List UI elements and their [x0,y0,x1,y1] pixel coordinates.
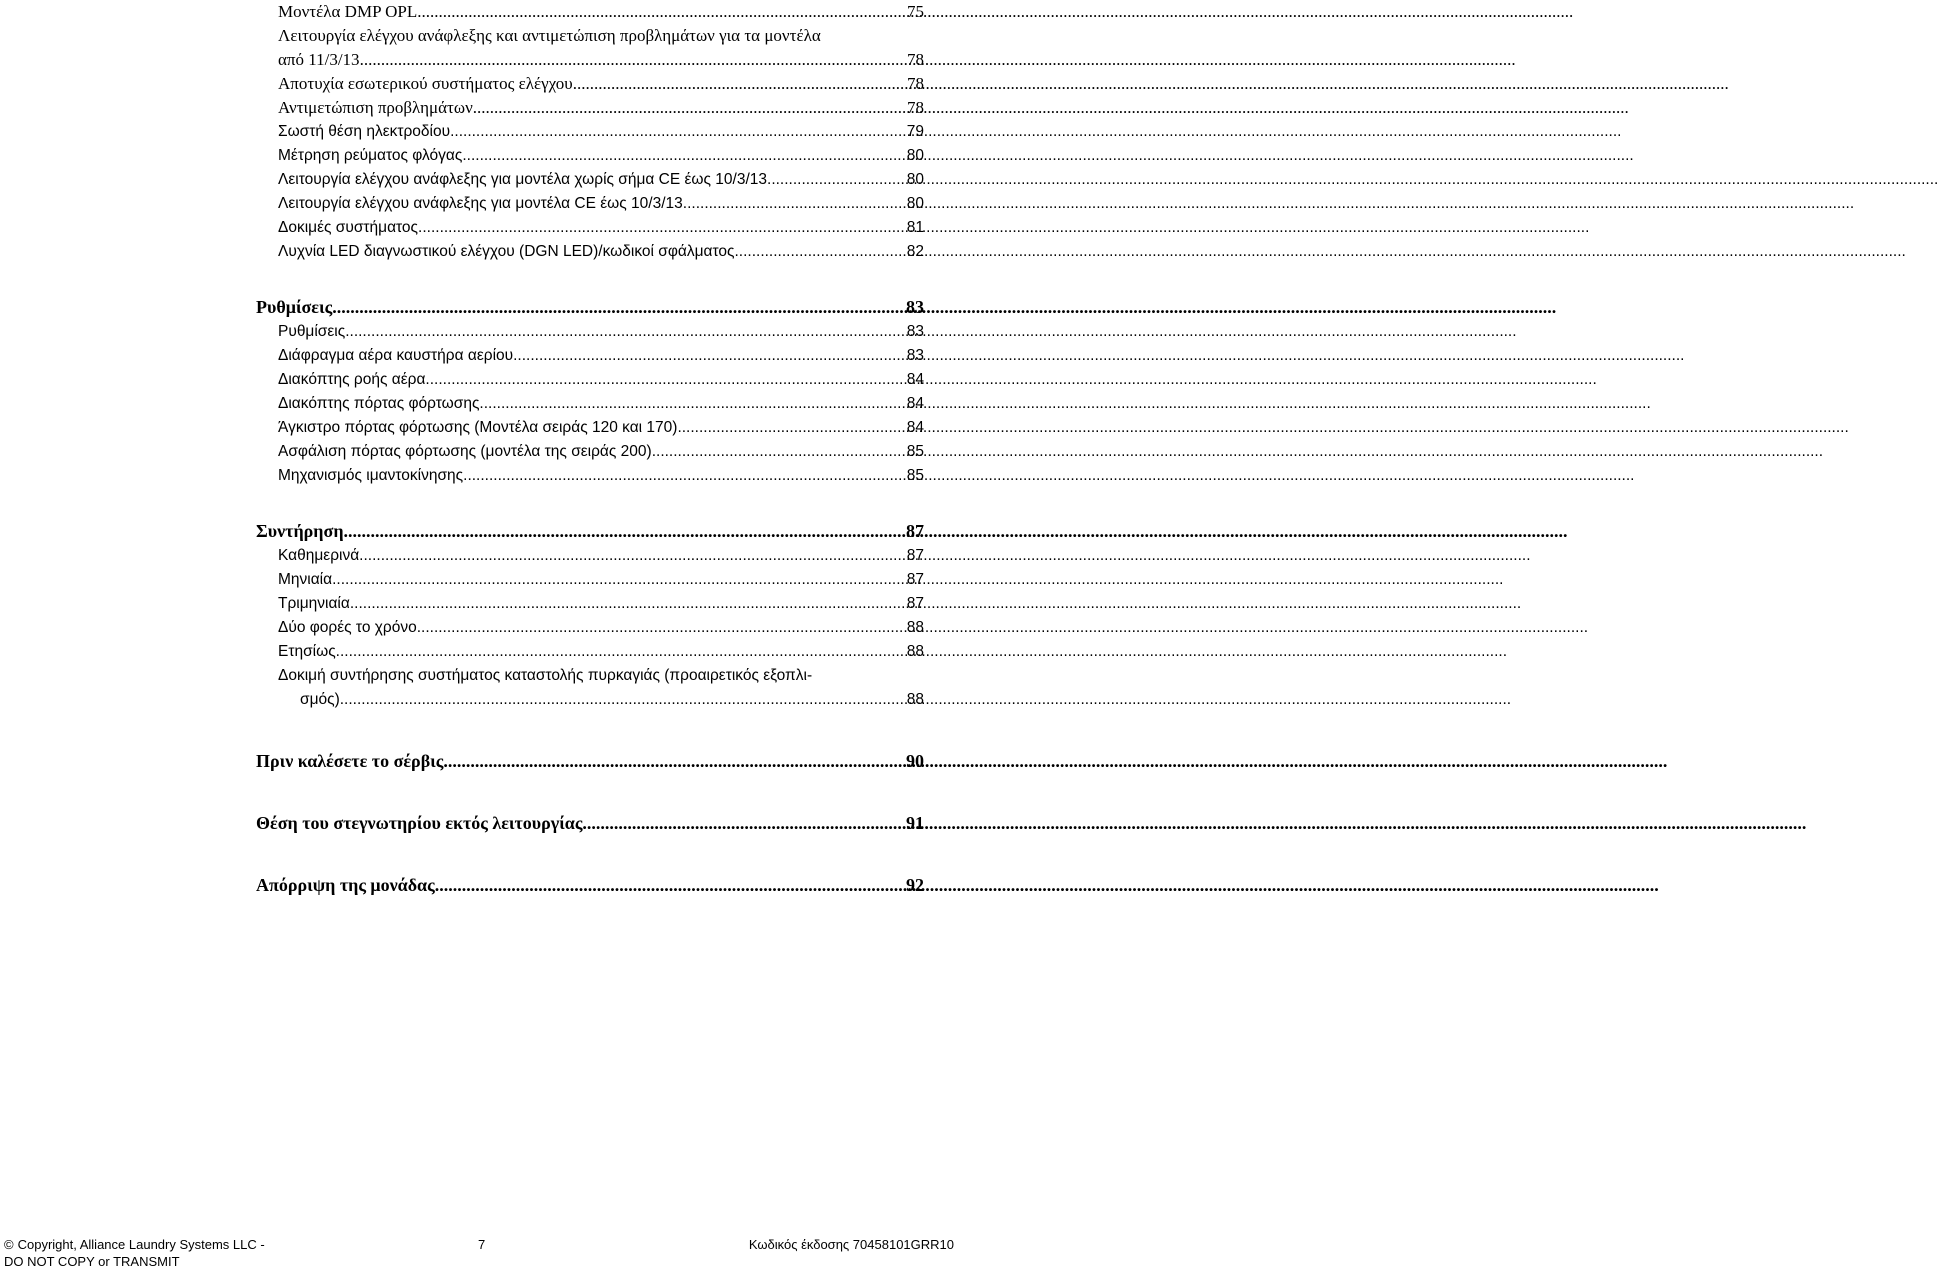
toc-entry[interactable] [256,216,924,240]
toc-entry-title: Δύο φορές το χρόνο [278,619,417,636]
toc-entry-page: 78 [907,50,924,69]
toc-top-block [256,0,924,264]
toc-entry-page: 78 [907,98,924,117]
toc-entry-title: Καθημερινά [278,547,360,564]
toc-entry-page: 87 [906,547,924,564]
toc-entry[interactable] [256,544,924,568]
toc-section-title: Ρυθμίσεις [256,297,333,317]
leader-dots [652,440,907,464]
leader-dots [425,368,906,392]
toc-entry[interactable] [256,120,924,144]
leader-dots [573,72,907,96]
toc-entry[interactable] [256,568,924,592]
toc-section-maintenance [256,518,924,712]
toc-entry-page: 80 [906,195,924,212]
toc-chapter-page: 90 [906,751,924,771]
leader-dots [340,688,907,712]
toc-entry-title: Τριμηνιαία [278,595,350,612]
toc-entry-title: Λειτουργία ελέγχου ανάφλεξης για μοντέλα CE έως 10/3/13 [278,195,683,212]
leader-dots [417,616,907,640]
toc-entry-title: Ασφάλιση πόρτας φόρτωσης (μοντέλα της σειράς 200) [278,443,652,460]
toc-section-heading[interactable] [256,294,924,320]
toc-entry-line2 [278,48,924,72]
toc-entry-page: 83 [906,323,924,340]
toc-entry-page: 84 [906,371,924,388]
toc-entry-title-line2: από 11/3/13 [278,50,360,69]
toc-entry-page: 78 [907,74,924,93]
table-of-contents [256,0,924,898]
toc-entry-page: 79 [906,123,924,140]
toc-chapter[interactable] [256,748,924,774]
toc-entry[interactable] [256,664,924,712]
toc-entry-title: Διακόπτης πόρτας φόρτωσης [278,395,480,412]
toc-entry[interactable] [256,72,924,96]
leader-dots [418,216,907,240]
leader-dots [677,416,906,440]
leader-dots [417,0,907,24]
toc-entry[interactable] [256,0,924,24]
toc-entry-page: 80 [906,171,924,188]
toc-chapter[interactable] [256,810,924,836]
toc-entry[interactable] [256,96,924,120]
toc-entry-title: Άγκιστρο πόρτας φόρτωσης (Μοντέλα σειράς 120 και 170) [278,419,678,436]
leader-dots [360,48,907,72]
toc-entry[interactable] [256,464,924,488]
toc-entry-title: Σωστή θέση ηλεκτροδίου [278,123,451,140]
toc-entry[interactable] [256,240,924,264]
toc-entry-page: 88 [906,643,924,660]
toc-entry-page: 85 [906,467,924,484]
toc-entry-page: 85 [906,443,924,460]
toc-entry[interactable] [256,168,924,192]
toc-entry-title: Αντιμετώπιση προβλημάτων [278,98,473,117]
toc-entry[interactable] [256,368,924,392]
toc-entry-page: 84 [906,419,924,436]
copyright-line1: Copyright, Alliance Laundry Systems LLC - [17,1237,265,1252]
toc-chapter-page: 92 [906,875,924,895]
toc-entry-title: Διακόπτης ροής αέρα [278,371,426,388]
leader-dots [734,240,906,264]
toc-entry-title: Αποτυχία εσωτερικού συστήματος ελέγχου [278,74,573,93]
footer-page-number: 7 [478,1237,486,1252]
toc-entry[interactable] [256,640,924,664]
leader-dots [336,640,907,664]
toc-chapter-title: Θέση του στεγνωτηρίου εκτός λειτουργίας [256,813,583,833]
toc-section-page: 83 [906,297,924,317]
toc-entry-title: Λειτουργία ελέγχου ανάφλεξης για μοντέλα χωρίς σήμα CE έως 10/3/13 [278,171,768,188]
toc-entry[interactable] [256,24,924,72]
leader-dots [462,144,906,168]
leader-dots [332,568,907,592]
toc-section-page: 87 [906,521,924,541]
toc-entry-title: Μηχανισμός ιμαντοκίνησης [278,467,464,484]
toc-entry-page: 87 [906,571,924,588]
toc-entry-title-line1: Λειτουργία ελέγχου ανάφλεξης και αντιμετώπιση προβλημάτων για τα μοντέλα [278,26,821,45]
toc-chapter-title: Απόρριψη της μονάδας [256,875,435,895]
leader-dots [683,192,907,216]
toc-chapter[interactable] [256,872,924,898]
toc-entry[interactable] [256,616,924,640]
toc-entry[interactable] [256,416,924,440]
toc-entry-title: Δοκιμές συστήματος [278,219,419,236]
toc-entry-title: Λυχνία LED διαγνωστικού ελέγχου (DGN LED)/κωδικοί σφάλματος [278,243,735,260]
toc-entry-line2 [278,688,924,712]
toc-entry-page: 84 [906,395,924,412]
leader-dots [344,518,906,544]
toc-entry-page: 80 [906,147,924,164]
toc-entry-page: 82 [906,243,924,260]
leader-dots [332,294,906,320]
toc-entry-page: 75 [907,2,924,21]
leader-dots [479,392,906,416]
leader-dots [463,464,907,488]
toc-entry[interactable] [256,192,924,216]
toc-entry[interactable] [256,592,924,616]
leader-dots [350,592,907,616]
toc-entry-page: 88 [906,691,924,708]
toc-entry[interactable] [256,392,924,416]
leader-dots [513,344,907,368]
toc-entry-title: Μέτρηση ρεύματος φλόγας [278,147,463,164]
leader-dots [450,120,907,144]
toc-entry-title: Ετησίως [278,643,336,660]
toc-entry-page: 83 [906,347,924,364]
leader-dots [582,810,906,836]
toc-entry[interactable] [256,344,924,368]
leader-dots [767,168,907,192]
leader-dots [359,544,907,568]
toc-entry-title: Μοντέλα DMP OPL [278,2,418,21]
leader-dots [345,320,907,344]
toc-chapter-page: 91 [906,813,924,833]
toc-entry[interactable] [256,320,924,344]
toc-entry-title-line1: Δοκιμή συντήρησης συστήματος καταστολής πυρκαγιάς (προαιρετικός εξοπλι- [278,667,813,684]
toc-chapter-title: Πριν καλέσετε το σέρβις [256,751,444,771]
toc-entry[interactable] [256,440,924,464]
copyright-icon: © [4,1237,14,1252]
toc-entry-title: Διάφραγμα αέρα καυστήρα αερίου [278,347,514,364]
footer-edition: Κωδικός έκδοσης 70458101GRR10 [748,1237,954,1252]
leader-dots [473,96,907,120]
leader-dots [435,872,906,898]
toc-section-heading[interactable] [256,518,924,544]
toc-section-title: Συντήρηση [256,521,344,541]
toc-entry-title: Ρυθμίσεις [278,323,346,340]
leader-dots [443,748,906,774]
copyright-line2: DO NOT COPY or TRANSMIT [4,1254,180,1269]
toc-entry-title-line2: σμός) [300,691,340,708]
toc-entry-title: Μηνιαία [278,571,333,588]
toc-entry-page: 88 [906,619,924,636]
toc-chapters [256,748,924,898]
toc-entry-page: 87 [906,595,924,612]
toc-entry[interactable] [256,144,924,168]
toc-section-settings [256,294,924,488]
footer-copyright [4,1236,324,1270]
toc-entry-page: 81 [906,219,924,236]
